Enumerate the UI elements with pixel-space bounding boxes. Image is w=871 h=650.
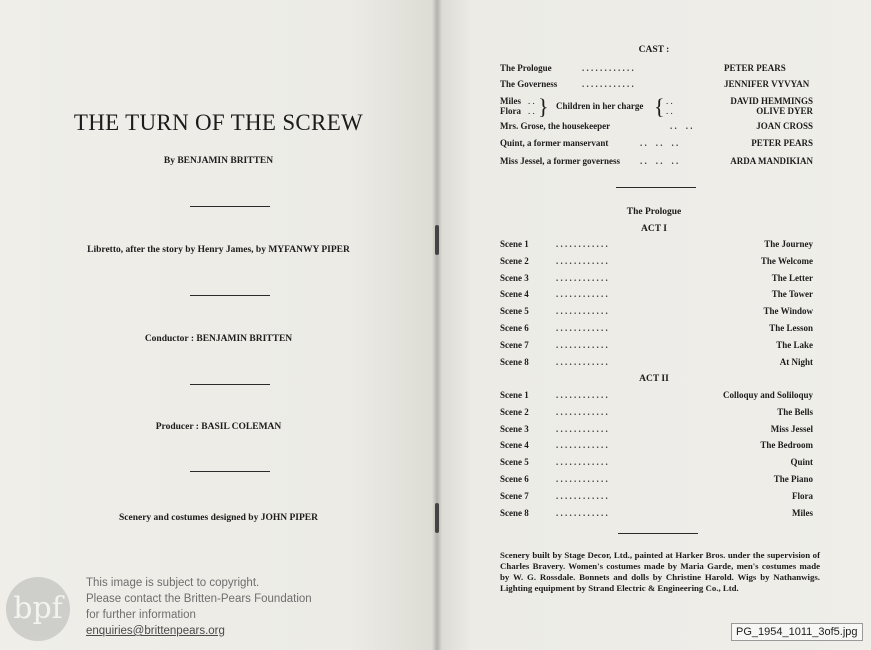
scene-row [500, 239, 813, 252]
cast-actor: PETER PEARS [751, 138, 813, 148]
leader-dots: . . . . . . [640, 156, 679, 166]
scene-row [500, 424, 813, 437]
scene-row [500, 491, 813, 504]
leader-dots: . . . . . . . . . . . . [556, 239, 608, 249]
scene-title: Miss Jessel [770, 423, 813, 434]
scene-title: The Piano [773, 474, 813, 484]
scene-number: Scene 6 [500, 323, 529, 333]
scene-number: Scene 6 [500, 474, 529, 484]
scene-title: The Lake [776, 339, 813, 350]
cast-row [500, 79, 813, 92]
scene-number: Scene 1 [500, 239, 529, 249]
leader-dots: . . . . . . . . . . . . [582, 79, 634, 89]
children-note: Children in her charge [556, 101, 644, 111]
divider [190, 206, 270, 207]
cast-role-miles: Miles [500, 96, 521, 106]
leader-dots: . . . . . . . . . . . . [556, 356, 608, 367]
scene-row [500, 508, 813, 521]
conductor-line: Conductor : BENJAMIN BRITTEN [144, 334, 293, 344]
scene-title: Miles [792, 507, 813, 518]
scene-number: Scene 1 [500, 390, 529, 400]
cast-actor: ARDA MANDIKIAN [730, 156, 813, 166]
cast-row [500, 63, 813, 76]
scene-title: The Journey [764, 239, 813, 249]
cast-role: The Prologue [500, 63, 552, 73]
brace: { [654, 94, 665, 119]
cast-actor: PETER PEARS [724, 63, 786, 73]
producer-line: Producer : BASIL COLEMAN [155, 422, 282, 432]
scene-number: Scene 3 [500, 423, 529, 434]
scene-row [500, 440, 813, 453]
leader-dots: . . . . . . . . . . . . [556, 423, 608, 434]
scene-row [500, 256, 813, 269]
scene-number: Scene 7 [500, 490, 529, 501]
leader-dots: . . [666, 96, 673, 106]
scene-row [500, 306, 813, 319]
scene-title: Flora [792, 490, 813, 501]
scene-row [500, 457, 813, 470]
leader-dots: . . . . . . . . . . . . [556, 474, 608, 484]
scene-row [500, 340, 813, 353]
production-credits: Scenery built by Stage Decor, Ltd., painted at Harker Bros. under the supervision of Charles Bravery. Women's costumes made by Maria Garde, men's costumes made by W. G. Rossdale. Bonnets and dolls by Christine Harold. Wigs by Nathanwigs. Lighting equipment by Strand Electric & Engineering Co., Ltd. [500, 550, 820, 593]
scene-number: Scene 4 [500, 440, 529, 451]
libretto-line: Libretto, after the story by Henry James, by MYFANWY PIPER [87, 245, 350, 255]
divider [616, 187, 696, 188]
cast-role-flora: Flora [500, 106, 521, 116]
scene-number: Scene 7 [500, 339, 529, 350]
leader-dots: . . . . . . . . . . . . [556, 272, 608, 283]
leader-dots: . . . . . . . . . . . . [556, 440, 608, 451]
cast-role: Miss Jessel, a former governess [500, 156, 621, 166]
leader-dots: . . . . . . . . . . . . [582, 63, 634, 73]
leader-dots: . . . . . . . . . . . . [556, 289, 608, 300]
scene-row [500, 474, 813, 487]
scene-title: The Tower [771, 289, 813, 300]
scene-number: Scene 5 [500, 457, 529, 468]
leader-dots: . . . . . . . . . . . . [556, 306, 608, 317]
cast-role: Mrs. Grose, the housekeeper [500, 121, 611, 131]
scenery-line: Scenery and costumes designed by JOHN PIPER [119, 513, 318, 523]
leader-dots: . . . . . . . . . . . . [556, 390, 608, 400]
divider [190, 295, 270, 296]
cast-heading: CAST : [638, 45, 670, 55]
contact-notice: Please contact the Britten-Pears Foundation [86, 593, 312, 605]
cast-actor: JENNIFER VYVYAN [724, 79, 810, 89]
act1-heading: ACT I [641, 224, 667, 234]
scene-title: Colloquy and Soliloquy [722, 390, 813, 400]
opera-title: THE TURN OF THE SCREW [73, 110, 364, 135]
scene-title: The Bells [777, 406, 813, 417]
prologue-heading: The Prologue [626, 207, 682, 217]
divider [190, 384, 270, 385]
act2-heading: ACT II [639, 374, 669, 384]
scene-title: The Letter [771, 272, 813, 283]
scene-row [500, 407, 813, 420]
leader-dots: . . . . . . [640, 138, 679, 148]
leader-dots: . . . . . . . . . . . . [556, 406, 608, 417]
divider [618, 533, 698, 534]
scene-title: The Window [763, 306, 813, 317]
cast-role: The Governess [500, 79, 558, 89]
scene-title: At Night [779, 356, 813, 367]
composer-line: By BENJAMIN BRITTEN [163, 156, 274, 166]
leader-dots: . . . . . . . . . . . . [556, 457, 608, 468]
scene-row [500, 390, 813, 403]
cast-actor-miles: DAVID HEMMINGS [730, 96, 813, 106]
scene-number: Scene 2 [500, 255, 529, 266]
brace: } [538, 94, 549, 119]
bpf-logo-text: bpf [13, 591, 63, 626]
scene-row [500, 289, 813, 302]
leader-dots: . . . . . . . . . . . . [556, 490, 608, 501]
bpf-logo [6, 577, 70, 641]
scene-title: The Lesson [769, 323, 813, 333]
cast-actor: JOAN CROSS [756, 121, 813, 131]
cast-actor-flora: OLIVE DYER [756, 106, 813, 116]
cast-row [500, 121, 813, 134]
page-fold [432, 0, 442, 650]
leader-dots: . . . . . . . . . . . . [556, 255, 608, 266]
scene-number: Scene 8 [500, 356, 529, 367]
leader-dots: . . . . . . . . . . . . [556, 339, 608, 350]
scene-title: The Welcome [760, 255, 813, 266]
leader-dots: . . . . . . . . . . . . [556, 323, 608, 333]
leader-dots: . . [528, 96, 535, 106]
file-reference: PG_1954_1011_3of5.jpg [731, 623, 863, 641]
scene-number: Scene 2 [500, 406, 529, 417]
scene-title: The Bedroom [760, 440, 813, 451]
scene-number: Scene 8 [500, 507, 529, 518]
leader-dots: . . [666, 106, 673, 116]
scene-title: Quint [790, 457, 813, 468]
cast-row [500, 138, 813, 151]
leader-dots: . . . . . . . . . . . . [556, 507, 608, 518]
copyright-notice: This image is subject to copyright. [86, 577, 260, 589]
scene-row [500, 273, 813, 286]
scene-number: Scene 4 [500, 289, 529, 300]
divider [190, 471, 270, 472]
scene-number: Scene 5 [500, 306, 529, 317]
scene-row [500, 357, 813, 370]
cast-role: Quint, a former manservant [500, 138, 609, 148]
info-notice: for further information [86, 609, 196, 621]
scene-number: Scene 3 [500, 272, 529, 283]
leader-dots: . . [528, 106, 535, 116]
leader-dots: . . . . [670, 121, 693, 131]
contact-email-link[interactable]: enquiries@brittenpears.org [86, 625, 225, 637]
cast-row [500, 156, 813, 169]
scene-row [500, 323, 813, 336]
